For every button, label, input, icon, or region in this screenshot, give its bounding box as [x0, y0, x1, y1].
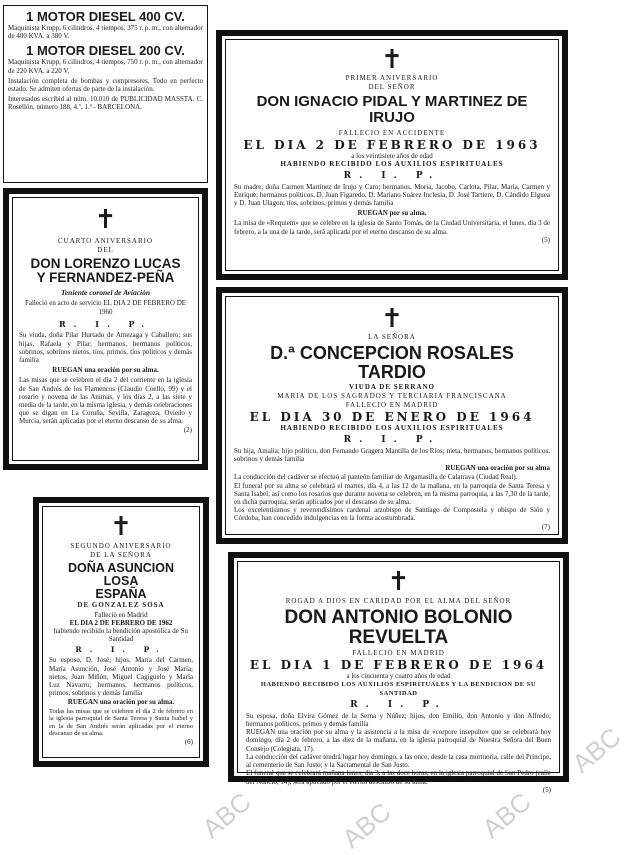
honorific: DEL: [97, 246, 114, 254]
rip: R. I. P.: [75, 645, 167, 655]
age: a los veintisiete años de edad: [351, 151, 433, 160]
anniversary-label: PRIMER ANIVERSARIO: [345, 74, 439, 82]
anniversary-label: SEGUNDO ANIVERSARIO: [70, 542, 172, 550]
rip: R. I. P.: [350, 699, 447, 710]
watermark-abc-2: ABC: [336, 796, 397, 854]
masses-text: La misa de «Requiem» que se celebre en la iglesia de Santo Tomás, de la Ciudad Universitaria, el lunes, día 3 de febrero, a la una de la tarde, será aplicada por el eterno descanso de su alma.: [234, 219, 550, 236]
married-name: VIUDA DE SERRANO: [348, 382, 435, 391]
notice-number: (5): [542, 785, 551, 794]
watermark-abc-4: ABC: [566, 721, 627, 779]
honorific: DE LA SEÑORA: [90, 551, 152, 559]
masses-text: Todas las misas que se celebren el día 2 de febrero en la iglesia parroquial de Santa Teresa y Santa Isabel y en la de San Andrés serán aplicadas por el eterno descanso de su alma.: [49, 707, 193, 738]
blessing: habiendo recibido la bendición apostólica de Su Santidad: [53, 627, 189, 644]
death-info: Falleció en acto de servicio EL DIA 2 DE FEBRERO DE 1960: [24, 299, 187, 317]
anniversary-label: CUARTO ANIVERSARIO: [57, 237, 154, 245]
death-place: FALLECIO EN MADRID: [352, 648, 445, 657]
cross-icon: ✝: [381, 304, 403, 334]
notice-number: (5): [541, 235, 550, 244]
death-place: Falleció en Madrid: [94, 611, 148, 620]
masses-text: Las misas que se celebren el día 2 del corriente en la iglesia de San Andrés de los Flamencos (Claudio Coello, 99) y el rosario y novena de las Animas, y los días 2, a las siete y media de la tarde, en la misma iglesia, y demás celebraciones que se digan en La Coruña, Sevilla, Zaragoza, Oviedo y Murcia, serán aplicadas por el eterno descanso de su alma.: [19, 376, 192, 426]
rip: R. I. P.: [58, 319, 152, 330]
classified-ad: [3, 5, 208, 183]
motor1-text: Maquinista Krupp, 6 cilindros, 4 tiempos, 375 r. p. m., con alternador de 400 KVA. a 380 V.: [8, 24, 203, 41]
deceased-name-line2: Y FERNANDEZ-PEÑA: [36, 270, 175, 286]
family-text: Su hija, Amalia; hijo político, don Fernando Gragera Mantilla de los Ríos; nieta, hermanos, hermanos políticos, sobrinos y demás familia: [234, 446, 550, 463]
honorific: DEL SEÑOR: [368, 83, 416, 91]
ruegan-text: RUEGAN por su alma.: [357, 209, 427, 218]
obituary-ignacio-pidal: [216, 30, 568, 280]
deceased-name-line1: DON LORENZO LUCAS: [30, 256, 181, 271]
watermark-abc-3: ABC: [476, 786, 537, 844]
notice-number: (2): [183, 425, 192, 434]
family-text: Su viuda, doña Pilar Hurtado de Amezaga y Caballero; sus hijas, Rafaela y Pilar; hermanos, hermanos políticos, sobrinos, sobrinos nietos, tíos, primos, tíos políticos y demás familia: [19, 331, 192, 364]
ruegan-text: RUEGAN una oración por su alma.: [67, 698, 175, 707]
family-text: Su esposa, doña Elvira Gómez de la Serna y Núñez; hijos, don Emilio, don Antonio y don Alfredo; hermanos políticos, primos y demás familia: [246, 711, 551, 729]
deceased-name-line2: ESPAÑA: [95, 587, 147, 602]
motor1-title: 1 MOTOR DIESEL 400 CV.: [26, 9, 185, 24]
cross-icon: ✝: [387, 567, 410, 597]
installation-text: Instalación completa de bombas y compresores. Todo en perfecto estado. Se admiten ofertas de parte de la instalación.: [8, 76, 203, 94]
ruegan-text: RUEGAN una oración por su alma: [445, 464, 550, 473]
obituary-asuncion-losa: [33, 497, 209, 767]
deceased-name: DON ANTONIO BOLONIO REVUELTA: [284, 607, 513, 648]
deceased-name: DON IGNACIO PIDAL Y MARTINEZ DE IRUJO: [256, 93, 528, 126]
religious-order: MARIA DE LOS SAGRADOS Y TERCIARIA FRANCISCANA: [277, 391, 507, 400]
deceased-name-line1: DOÑA ASUNCION LOSA: [67, 561, 175, 589]
rip: R. I. P.: [343, 170, 441, 181]
death-date: EL DIA 30 DE ENERO DE 1964: [249, 409, 535, 424]
family-text: Su esposo, D. José; hijos, María del Carmen, María Asunción, José Antonio y José María; nietos, Juan Miñón, Miguel Cagiguelo y María Luz Navarro; hermanos, hermanos políticos, primos, sobrinos y demás familia: [49, 656, 193, 698]
ruegan-text: RUEGAN una oración por su alma.: [52, 366, 159, 375]
death-date: EL DIA 2 DE FEBRERO DE 1963: [243, 137, 541, 152]
notice-number: (6): [184, 737, 193, 746]
rip: R. I. P.: [343, 434, 441, 445]
funeral-text: El funeral por su alma se celebrará el martes, día 4, a las 12 de la mañana, en la parroquia de Santa Teresa y Santa Isabel; así como los rosarios que durante novena se celebren, en la misma parroquia, a las 7,30 de la tarde, en dicha parroquia, serán aplicados por el descanso de su alma.: [234, 481, 550, 506]
sacraments: HABIENDO RECIBIDO LOS AUXILIOS ESPIRITUALES Y LA BENDICION DE SU SANTIDAD: [260, 680, 537, 697]
conduction-text: La conducción del cadáver tendrá lugar hoy domingo, a las once, desde la casa mortuoria, calle del Príncipe, al cementerio de San Justo; y la Sacramental de San Justo.: [246, 752, 551, 770]
rank: Teniente coronel de Aviación: [60, 288, 151, 298]
deceased-name: D.ª CONCEPCION ROSALES TARDIO: [270, 343, 514, 382]
contact-text: Interesados escribid al núm. 10.010 de PUBLICIDAD MASSTA. C. Rosellón, número 188, 4.º, 1.ª - BARCELONA.: [8, 95, 203, 112]
funeral-text: El funeral que se celebrará mañana lunes, día 3, a las doce horas, en la iglesia parroquial de San Pedro (calle del Nuncio, 14), será aplicado por el eterno descanso de su alma.: [246, 769, 551, 786]
cross-icon: ✝: [110, 512, 132, 542]
sacraments: HABIENDO RECIBIDO LOS AUXILIOS ESPIRITUALES: [280, 423, 504, 432]
notice-number: (7): [541, 522, 550, 531]
death-cause: FALLECIO EN ACCIDENTE: [338, 128, 446, 137]
indulgences-text: Los excelentísimos y reverendísimos cardenal arzobispo de Santiago de Compostela y obispo de Sión y Córdoba, han concedido indulgencias en la forma acostumbrada.: [234, 506, 550, 523]
married-name: DE GONZALEZ SOSA: [77, 601, 165, 610]
age: a los cincuenta y cuatro años de edad: [346, 671, 451, 680]
obituary-concepcion-rosales: [216, 287, 568, 544]
prayer-header: ROGAD A DIOS EN CARIDAD POR EL ALMA DEL SEÑOR: [285, 597, 512, 605]
death-date: EL DIA 2 DE FEBRERO DE 1962: [69, 619, 173, 628]
honorific: LA SEÑORA: [368, 333, 416, 341]
ruegan-text: RUEGAN una oración por su alma y la asistencia a la misa de «corpore insepulto» que se celebrará hoy domingo, día 2 de febrero, a las diez de la mañana, en la iglesia parroquial de Nuestra Señora del Buen Consejo (Colegiata, 17).: [246, 728, 551, 753]
family-text: Su madre, doña Carmen Martínez de Irujo y Caro; hermanos, Moria, Jacobo, Carlota, Pilar, María, Carmen y Enrique; hermanos políticos, D. Juan Figaredo, D. Mariano Suárez Inclesia, D. José Tartiere, D. Cándido Elguea y D. Juan Ulagon; tíos, sobrinos, primos y demás familia: [234, 182, 550, 207]
death-date: EL DIA 1 DE FEBRERO DE 1964: [249, 657, 548, 672]
obituary-antonio-bolonio: [228, 552, 569, 794]
motor2-text: Maquinista Krupp, 6 cilindros, 4 tiempos, 750 r. p. m., con alternador de 220 KVA. a 220 V.: [8, 58, 203, 75]
motor2-title: 1 MOTOR DIESEL 200 CV.: [26, 43, 185, 59]
cross-icon: ✝: [94, 205, 117, 235]
cross-icon: ✝: [381, 45, 403, 75]
obituary-lorenzo-lucas: [3, 188, 208, 470]
conduction-text: La conducción del cadáver se efectuó al panteón familiar de Argamasilla de Calatrava (Ciudad Real).: [234, 473, 518, 482]
sacraments: HABIENDO RECIBIDO LOS AUXILIOS ESPIRITUALES: [280, 159, 504, 168]
death-place: FALLECIO EN MADRID: [345, 400, 439, 409]
watermark-abc-1: ABC: [196, 786, 257, 844]
